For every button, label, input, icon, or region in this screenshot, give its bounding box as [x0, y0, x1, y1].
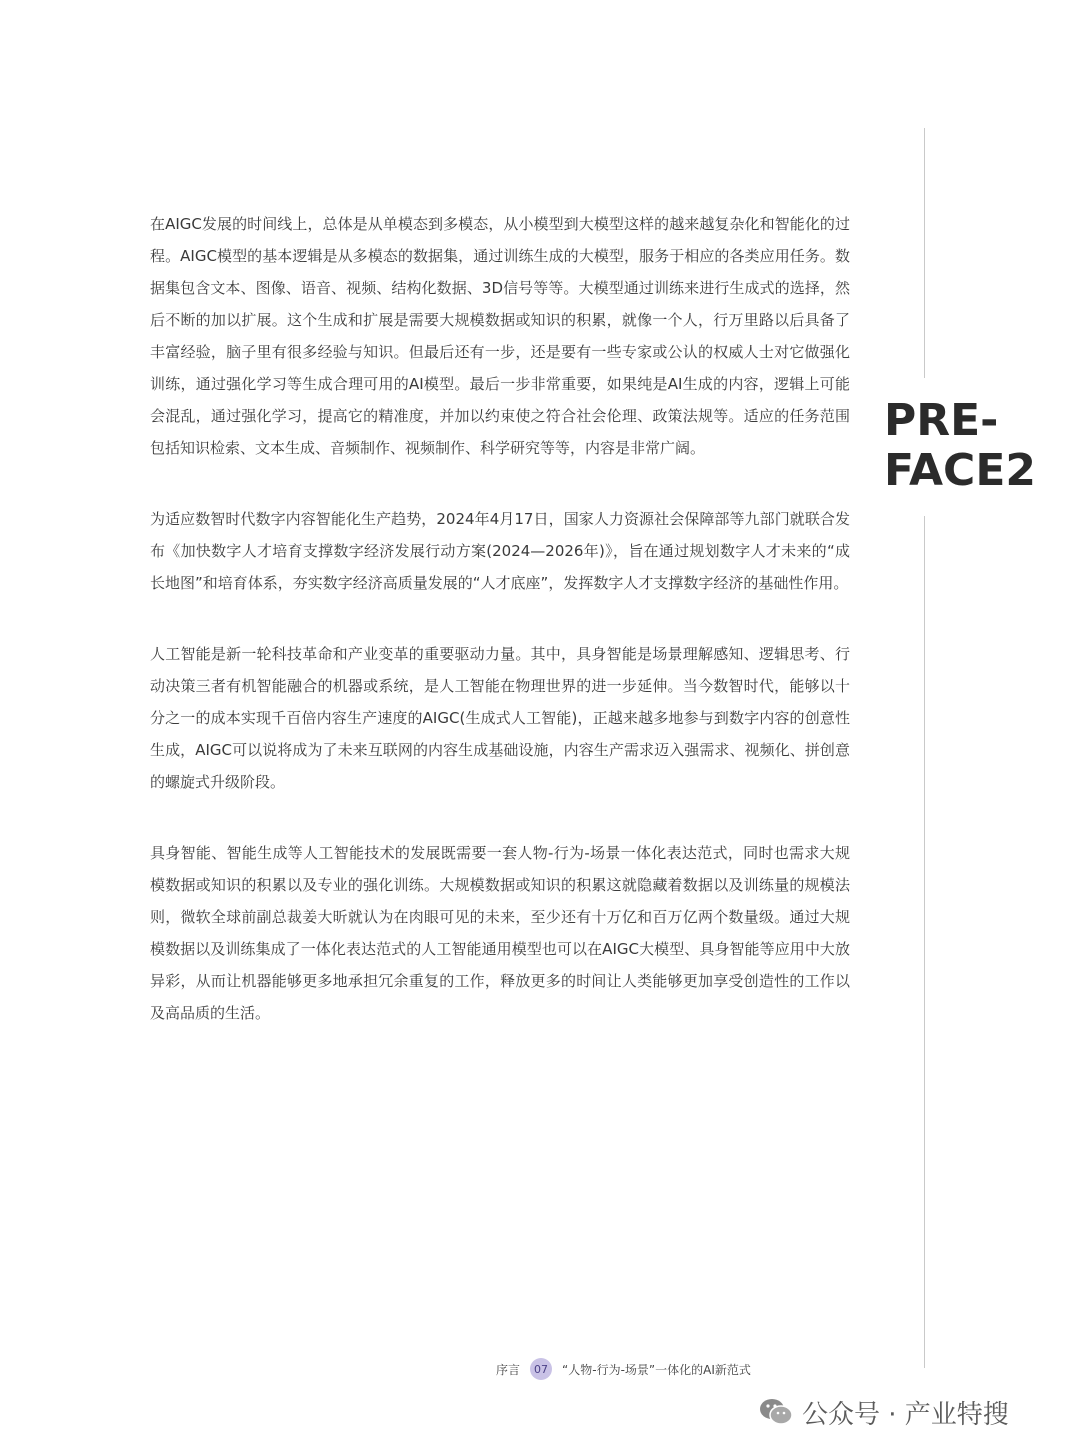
footer-subtitle: “人物-行为-场景”一体化的AI新范式	[562, 1362, 751, 1377]
page-number-badge: 07	[530, 1358, 552, 1380]
wechat-icon	[758, 1397, 794, 1427]
page-footer	[496, 1358, 751, 1380]
section-title-line-1: PRE-	[884, 395, 999, 446]
body-text	[150, 208, 850, 1068]
watermark	[758, 1395, 1009, 1429]
paragraph-3: 人工智能是新一轮科技革命和产业变革的重要驱动力量。其中，具身智能是场景理解感知、逻辑思考、行动决策三者有机智能融合的机器或系统，是人工智能在物理世界的进一步延伸。当今数智时代，能够以十分之一的成本实现千百倍内容生产速度的AIGC(生成式人工智能)，正越来越多地参与到数字内容的创意性生成，AIGC可以说将成为了未来互联网的内容生成基础设施，内容生产需求迈入强需求、视频化、拼创意的螺旋式升级阶段。	[150, 645, 850, 791]
section-title	[884, 396, 1036, 496]
paragraph-4: 具身智能、智能生成等人工智能技术的发展既需要一套人物-行为-场景一体化表达范式，同时也需求大规模数据或知识的积累以及专业的强化训练。大规模数据或知识的积累这就隐藏着数据以及训练量的规模法则，微软全球前副总裁姜大昕就认为在肉眼可见的未来，至少还有十万亿和百万亿两个数量级。通过大规模数据以及训练集成了一体化表达范式的人工智能通用模型也可以在AIGC大模型、具身智能等应用中大放异彩，从而让机器能够更多地承担冗余重复的工作，释放更多的时间让人类能够更加享受创造性的工作以及高品质的生活。	[150, 844, 850, 1022]
divider-top	[924, 128, 925, 378]
section-title-line-2: FACE2	[884, 445, 1037, 496]
divider-bottom	[924, 516, 925, 1368]
paragraph-2: 为适应数智时代数字内容智能化生产趋势，2024年4月17日，国家人力资源社会保障部等九部门就联合发布《加快数字人才培育支撑数字经济发展行动方案(2024—2026年)》，旨在通过规划数字人才未来的“成长地图”和培育体系，夯实数字经济高质量发展的“人才底座”，发挥数字人才支撑数字经济的基础性作用。	[150, 510, 850, 592]
watermark-text: 公众号 · 产业特搜	[802, 1399, 1009, 1430]
paragraph-1: 在AIGC发展的时间线上，总体是从单模态到多模态，从小模型到大模型这样的越来越复杂化和智能化的过程。AIGC模型的基本逻辑是从多模态的数据集，通过训练生成的大模型，服务于相应的各类应用任务。数据集包含文本、图像、语音、视频、结构化数据、3D信号等等。大模型通过训练来进行生成式的选择，然后不断的加以扩展。这个生成和扩展是需要大规模数据或知识的积累，就像一个人，行万里路以后具备了丰富经验，脑子里有很多经验与知识。但最后还有一步，还是要有一些专家或公认的权威人士对它做强化训练，通过强化学习等生成合理可用的AI模型。最后一步非常重要，如果纯是AI生成的内容，逻辑上可能会混乱，通过强化学习，提高它的精准度，并加以约束使之符合社会伦理、政策法规等。适应的任务范围包括知识检索、文本生成、音频制作、视频制作、科学研究等等，内容是非常广阔。	[150, 215, 850, 457]
footer-section: 序言	[496, 1362, 521, 1377]
